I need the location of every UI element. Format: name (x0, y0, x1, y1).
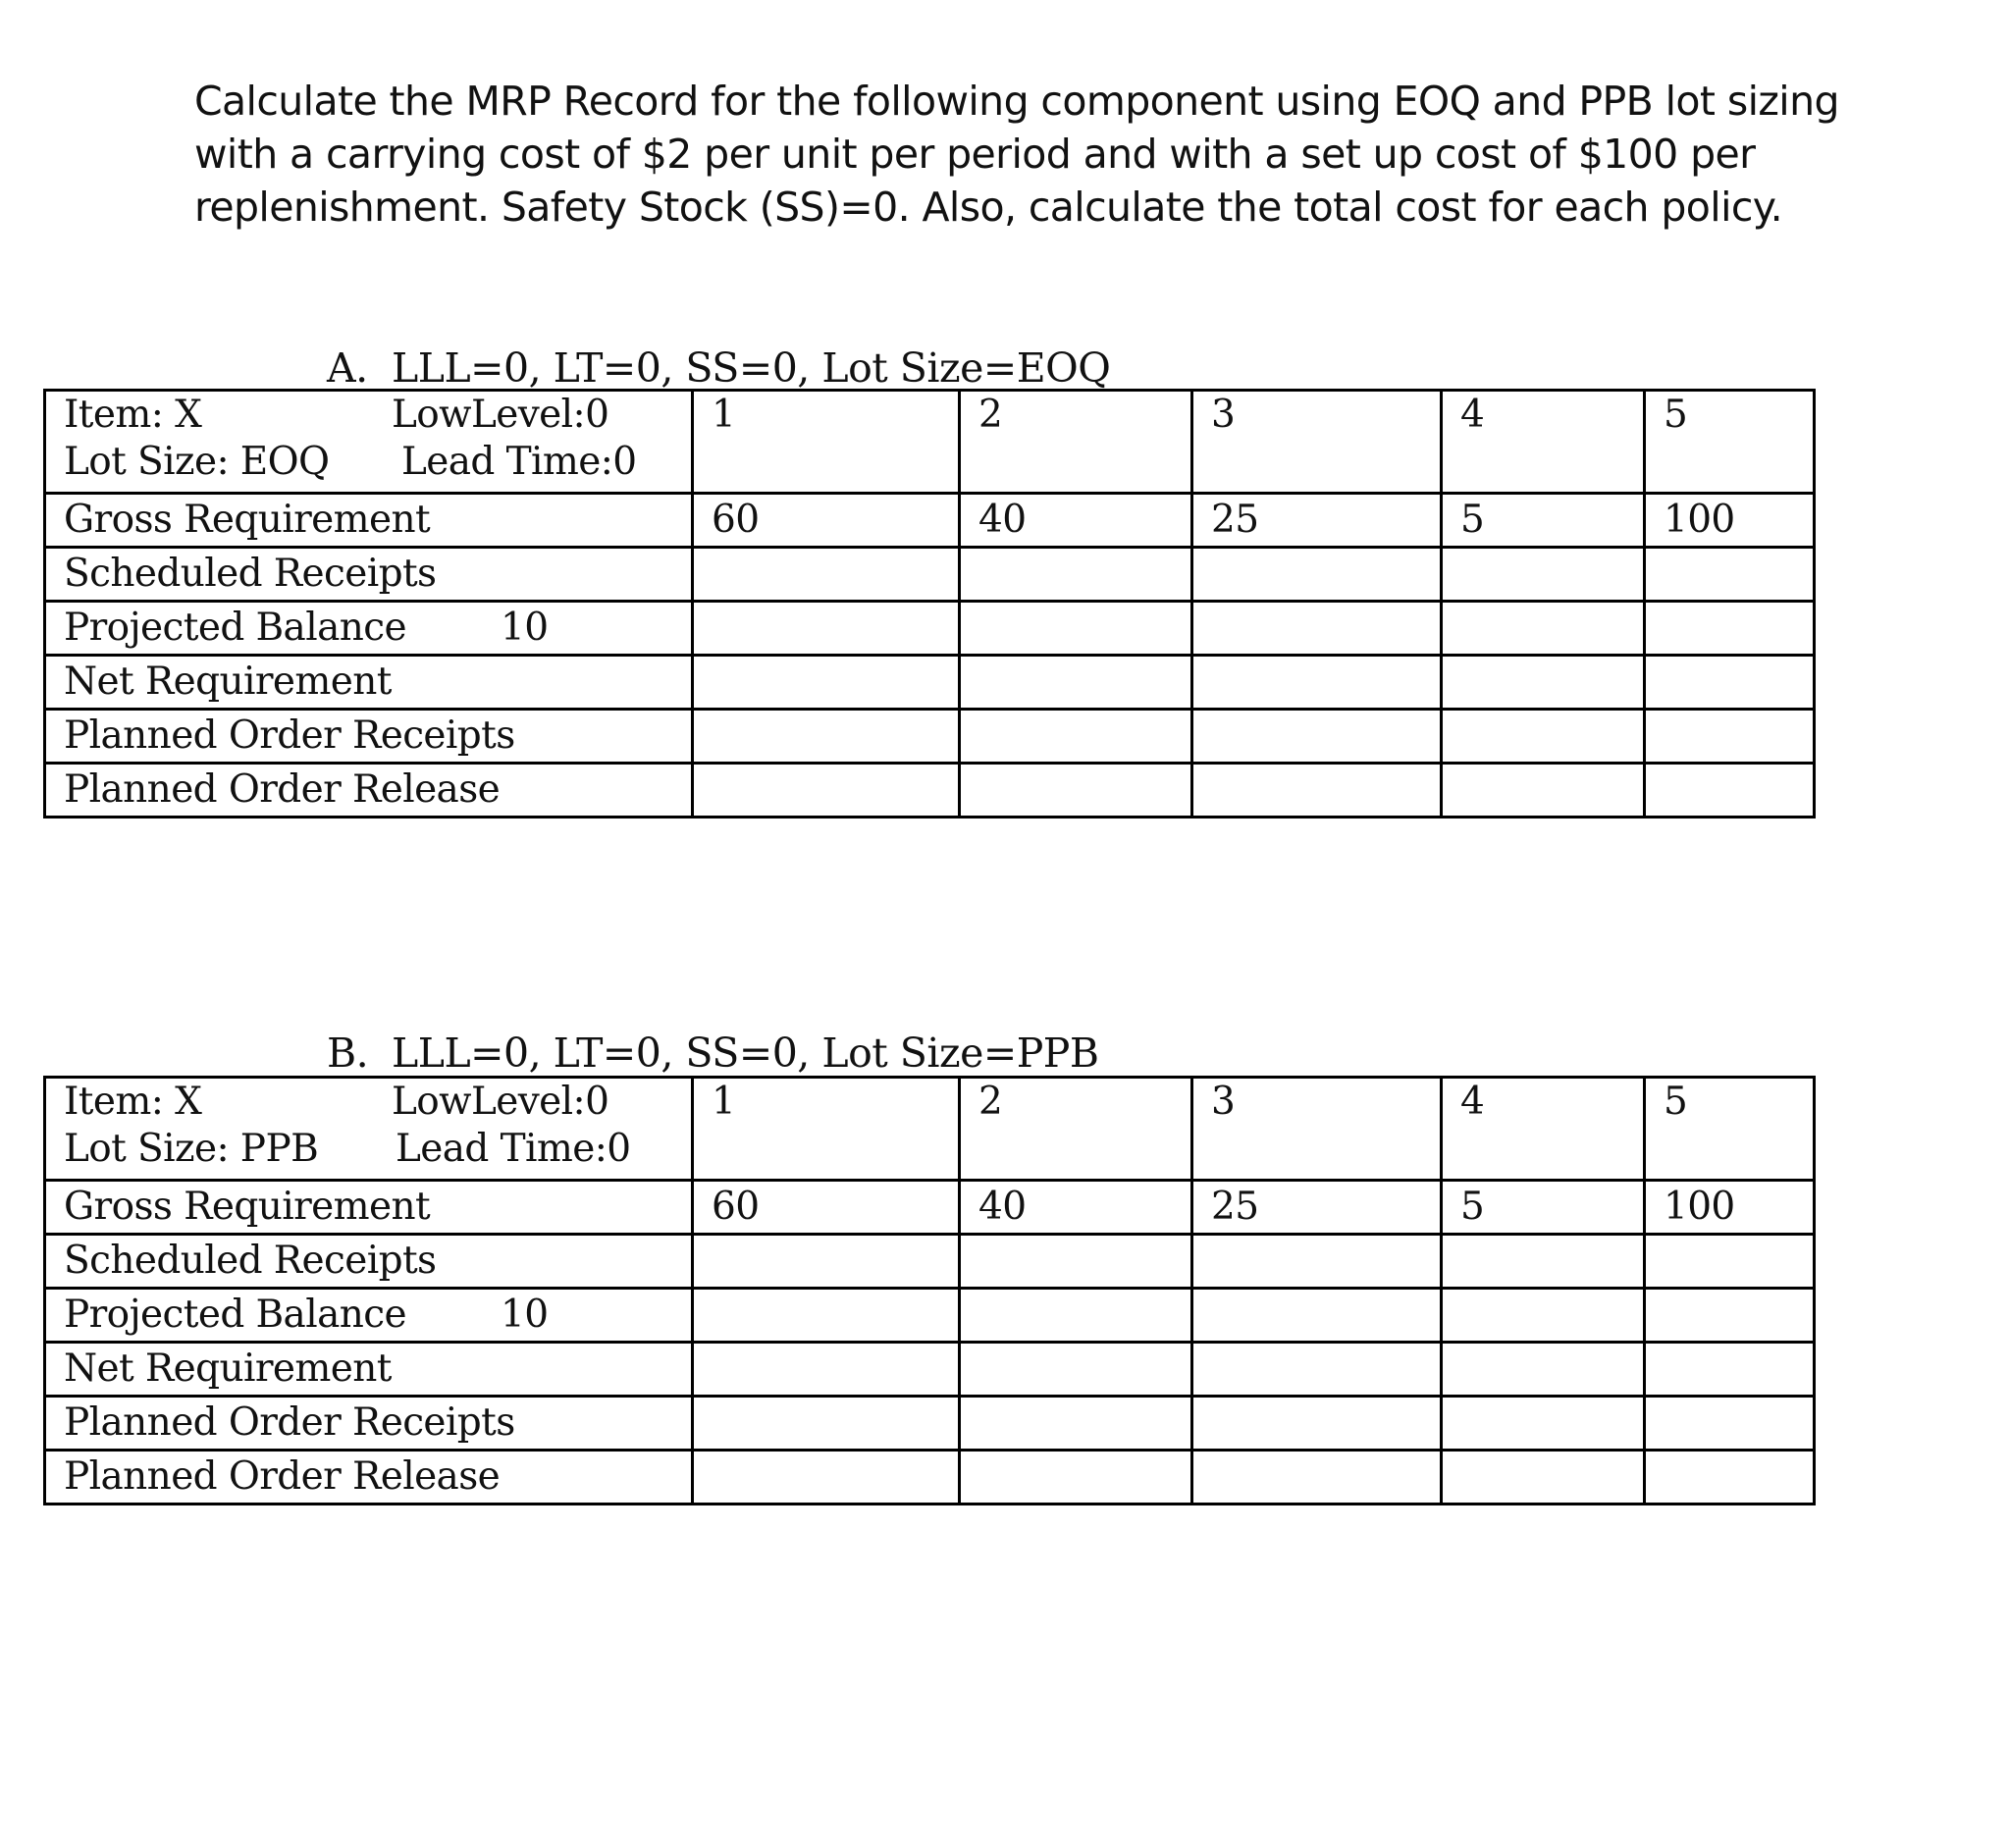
scheduled-receipts-cell[interactable] (960, 1235, 1192, 1289)
row-label (45, 602, 693, 656)
gross-requirement-row (45, 494, 1815, 548)
projected-balance-cell[interactable] (1442, 1289, 1645, 1343)
projected-balance-cell[interactable] (1192, 1289, 1442, 1343)
period-header: 4 (1442, 391, 1645, 494)
period-header: 4 (1442, 1078, 1645, 1181)
initial-balance: 10 (500, 1293, 549, 1337)
planned-order-receipts-cell[interactable] (960, 710, 1192, 764)
row-label: Net Requirement (45, 656, 693, 710)
planned-order-release-row (45, 1451, 1815, 1505)
lot-size-label: Lot Size: EOQ (64, 440, 330, 484)
period-header: 3 (1192, 1078, 1442, 1181)
planned-order-receipts-cell[interactable] (960, 1397, 1192, 1451)
planned-order-release-cell[interactable] (960, 764, 1192, 818)
item-label: Item: X (64, 393, 202, 437)
scheduled-receipts-cell[interactable] (1442, 548, 1645, 602)
period-header: 2 (960, 391, 1192, 494)
planned-order-release-cell[interactable] (693, 1451, 960, 1505)
period-header: 1 (693, 1078, 960, 1181)
lead-time-label: Lead Time:0 (396, 1127, 631, 1171)
mrp-table-ppb (43, 1076, 1816, 1505)
problem-line: with a carrying cost of $2 per unit per period and with a set up cost of $100 per (194, 131, 1756, 178)
planned-order-receipts-cell[interactable] (1442, 1397, 1645, 1451)
low-level-label: LowLevel:0 (392, 393, 609, 437)
row-label: Scheduled Receipts (45, 1235, 693, 1289)
projected-balance-cell[interactable] (693, 602, 960, 656)
projected-balance-cell[interactable] (1192, 602, 1442, 656)
gross-requirement-cell: 5 (1442, 1181, 1645, 1235)
planned-order-receipts-cell[interactable] (693, 710, 960, 764)
row-label: Gross Requirement (45, 494, 693, 548)
table-header-row (45, 391, 1815, 494)
planned-order-release-cell[interactable] (1442, 764, 1645, 818)
planned-order-receipts-cell[interactable] (1192, 1397, 1442, 1451)
row-label: Planned Order Release (45, 1451, 693, 1505)
scheduled-receipts-cell[interactable] (1192, 548, 1442, 602)
net-requirement-row (45, 656, 1815, 710)
period-header: 3 (1192, 391, 1442, 494)
planned-order-receipts-row (45, 710, 1815, 764)
gross-requirement-cell: 40 (960, 494, 1192, 548)
planned-order-release-cell[interactable] (1645, 1451, 1815, 1505)
projected-balance-cell[interactable] (693, 1289, 960, 1343)
section-title: LLL=0, LT=0, SS=0, Lot Size=PPB (392, 1030, 1099, 1077)
section-heading-a (327, 345, 1110, 391)
planned-order-release-cell[interactable] (1645, 764, 1815, 818)
scheduled-receipts-cell[interactable] (960, 548, 1192, 602)
row-label (45, 1289, 693, 1343)
net-requirement-cell[interactable] (1442, 656, 1645, 710)
problem-line: replenishment. Safety Stock (SS)=0. Also, calculate the total cost for each policy. (194, 184, 1783, 231)
net-requirement-cell[interactable] (693, 656, 960, 710)
low-level-label: LowLevel:0 (392, 1080, 609, 1124)
gross-requirement-cell: 25 (1192, 494, 1442, 548)
net-requirement-cell[interactable] (1192, 656, 1442, 710)
problem-line: Calculate the MRP Record for the following component using EOQ and PPB lot sizing (194, 78, 1839, 125)
section-letter: A. (327, 344, 368, 392)
row-label: Planned Order Release (45, 764, 693, 818)
planned-order-release-cell[interactable] (693, 764, 960, 818)
section-title: LLL=0, LT=0, SS=0, Lot Size=EOQ (392, 344, 1111, 392)
projected-balance-row (45, 602, 1815, 656)
gross-requirement-cell: 60 (693, 494, 960, 548)
row-label: Gross Requirement (45, 1181, 693, 1235)
gross-requirement-row (45, 1181, 1815, 1235)
net-requirement-row (45, 1343, 1815, 1397)
row-label: Scheduled Receipts (45, 548, 693, 602)
projected-balance-label: Projected Balance (64, 1293, 406, 1337)
projected-balance-cell[interactable] (1645, 602, 1815, 656)
period-header: 2 (960, 1078, 1192, 1181)
scheduled-receipts-cell[interactable] (1192, 1235, 1442, 1289)
scheduled-receipts-row (45, 548, 1815, 602)
problem-statement (194, 75, 1839, 234)
table-header-row (45, 1078, 1815, 1181)
net-requirement-cell[interactable] (1192, 1343, 1442, 1397)
scheduled-receipts-cell[interactable] (1645, 1235, 1815, 1289)
planned-order-release-cell[interactable] (960, 1451, 1192, 1505)
lead-time-label: Lead Time:0 (401, 440, 637, 484)
section-heading-b (327, 1030, 1099, 1076)
net-requirement-cell[interactable] (1645, 1343, 1815, 1397)
projected-balance-cell[interactable] (960, 602, 1192, 656)
planned-order-receipts-cell[interactable] (693, 1397, 960, 1451)
planned-order-release-cell[interactable] (1192, 764, 1442, 818)
net-requirement-cell[interactable] (1442, 1343, 1645, 1397)
projected-balance-cell[interactable] (960, 1289, 1192, 1343)
net-requirement-cell[interactable] (960, 656, 1192, 710)
scheduled-receipts-row (45, 1235, 1815, 1289)
item-info-cell (45, 1078, 693, 1181)
planned-order-release-row (45, 764, 1815, 818)
net-requirement-cell[interactable] (1645, 656, 1815, 710)
planned-order-receipts-cell[interactable] (1645, 1397, 1815, 1451)
row-label: Planned Order Receipts (45, 1397, 693, 1451)
row-label: Net Requirement (45, 1343, 693, 1397)
planned-order-receipts-row (45, 1397, 1815, 1451)
projected-balance-label: Projected Balance (64, 606, 406, 650)
scheduled-receipts-cell[interactable] (1645, 548, 1815, 602)
period-header: 5 (1645, 1078, 1815, 1181)
scheduled-receipts-cell[interactable] (1442, 1235, 1645, 1289)
planned-order-receipts-cell[interactable] (1192, 710, 1442, 764)
gross-requirement-cell: 60 (693, 1181, 960, 1235)
scheduled-receipts-cell[interactable] (693, 1235, 960, 1289)
projected-balance-cell[interactable] (1442, 602, 1645, 656)
period-header: 1 (693, 391, 960, 494)
lot-size-label: Lot Size: PPB (64, 1127, 319, 1171)
planned-order-receipts-cell[interactable] (1442, 710, 1645, 764)
gross-requirement-cell: 100 (1645, 494, 1815, 548)
net-requirement-cell[interactable] (960, 1343, 1192, 1397)
gross-requirement-cell: 40 (960, 1181, 1192, 1235)
section-letter: B. (327, 1030, 369, 1077)
gross-requirement-cell: 100 (1645, 1181, 1815, 1235)
projected-balance-row (45, 1289, 1815, 1343)
planned-order-release-cell[interactable] (1192, 1451, 1442, 1505)
planned-order-receipts-cell[interactable] (1645, 710, 1815, 764)
net-requirement-cell[interactable] (693, 1343, 960, 1397)
initial-balance: 10 (500, 606, 549, 650)
projected-balance-cell[interactable] (1645, 1289, 1815, 1343)
mrp-table-eoq (43, 389, 1816, 818)
scheduled-receipts-cell[interactable] (693, 548, 960, 602)
planned-order-release-cell[interactable] (1442, 1451, 1645, 1505)
gross-requirement-cell: 25 (1192, 1181, 1442, 1235)
period-header: 5 (1645, 391, 1815, 494)
gross-requirement-cell: 5 (1442, 494, 1645, 548)
row-label: Planned Order Receipts (45, 710, 693, 764)
item-info-cell (45, 391, 693, 494)
item-label: Item: X (64, 1080, 202, 1124)
